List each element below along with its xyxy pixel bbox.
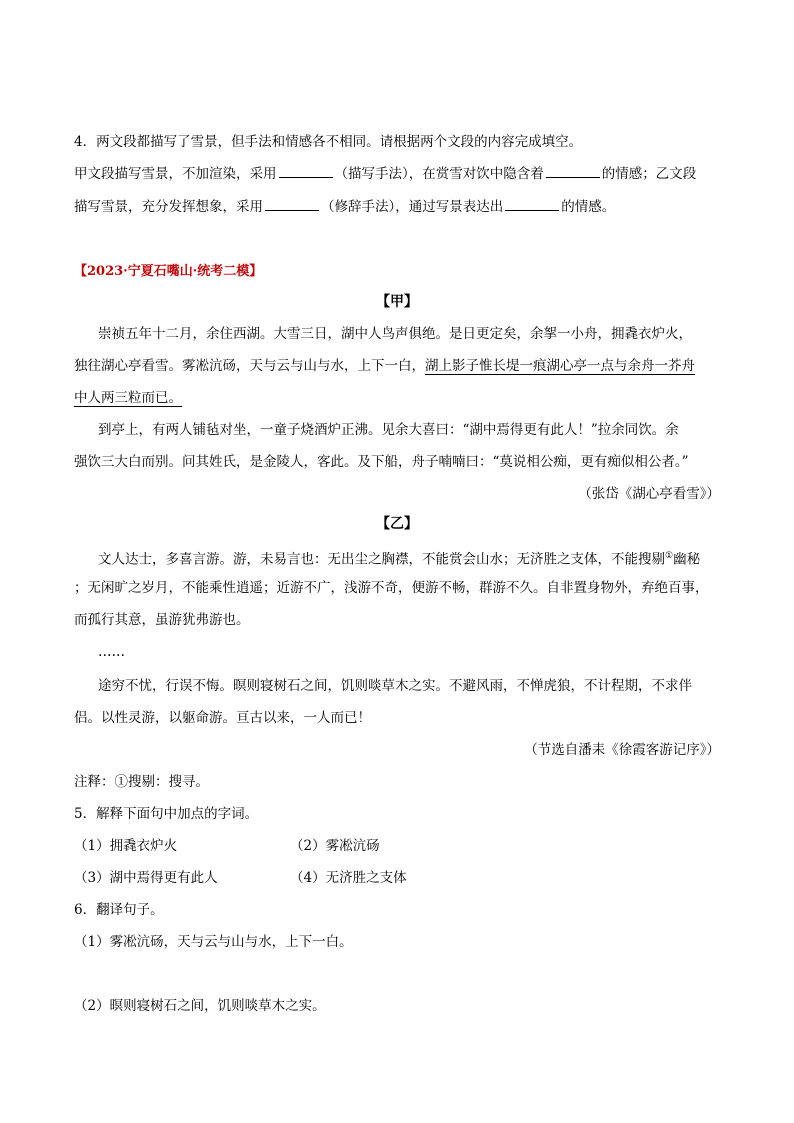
underlined-sentence: 湖上影子惟长堤一痕湖心亭一点与余舟一芥舟	[425, 358, 695, 374]
yi-p1-line1: 文人达士，多喜言游。游，未易言也：无出尘之胸襟，不能赏会山水；无济胜之支体，不能搜剔①幽秘	[98, 551, 701, 568]
q5-prompt: 5．解释下面句中加点的字词。	[74, 806, 259, 822]
yi-ellipsis: ……	[98, 644, 125, 660]
yi-p2-line2: 侣。以性灵游，以躯命游。亘古以来，一人而已！	[74, 710, 371, 726]
footnote: 注释：①搜剔：搜寻。	[74, 774, 209, 790]
passage-yi-heading: 【乙】	[376, 516, 418, 532]
q5-item-3: （3）湖中焉得更有此人	[74, 870, 218, 886]
q6-prompt: 6．翻译句子。	[74, 902, 164, 918]
yi-p1-line3: 而孤行其意，虽游犹弗游也。	[74, 612, 250, 628]
q4-fill-line-2: 描写雪景，充分发挥想象，采用 （修辞手法），通过写景表达出 的情感。	[74, 199, 616, 215]
footnote-marker: ①	[665, 551, 674, 561]
jia-p2-line2: 强饮三大白而别。问其姓氏，是金陵人，客此。及下船，舟子喃喃曰：“莫说相公痴，更有痴似相公者。”	[74, 454, 689, 470]
answer-blank-3[interactable]	[265, 198, 319, 211]
q6-item-2: （2）暝则寝树石之间，饥则啖草木之实。	[74, 998, 326, 1014]
answer-blank-2[interactable]	[546, 165, 600, 178]
q4-fill-line-1: 甲文段描写雪景，不加渲染，采用 （描写手法），在赏雪对饮中隐含着 的情感；乙文段	[74, 166, 697, 182]
q5-item-2: （2）雾凇沆砀	[290, 838, 380, 854]
q5-item-4: （4）无济胜之支体	[290, 870, 407, 886]
answer-blank-1[interactable]	[279, 165, 333, 178]
answer-blank-4[interactable]	[505, 198, 559, 211]
jia-attribution: （张岱《湖心亭看雪》）	[578, 486, 720, 502]
q6-item-1: （1）雾凇沆砀，天与云与山与水，上下一白。	[74, 934, 353, 950]
jia-p2-line1: 到亭上，有两人铺毡对坐，一童子烧酒炉正沸。见余大喜曰：“湖中焉得更有此人！”拉余同饮。余	[98, 422, 679, 438]
yi-attribution: （节选自潘耒《徐霞客游记序》）	[524, 742, 720, 758]
q5-item-1: （1）拥毳衣炉火	[74, 838, 178, 854]
q4-prompt: 4．两文段都描写了雪景，但手法和情感各不相同。请根据两个文段的内容完成填空。	[74, 134, 583, 150]
jia-p1-line3: 中人两三粒而已。	[74, 390, 182, 406]
source-tag: 【2023·宁夏石嘴山·统考二模】	[74, 264, 263, 279]
jia-p1-line2: 独往湖心亭看雪。雾凇沆砀，天与云与山与水，上下一白，湖上影子惟长堤一痕湖心亭一点与余舟一芥舟	[74, 358, 695, 374]
yi-p1-line2: ；无闲旷之岁月，不能乘性逍遥；近游不广，浅游不奇，便游不畅，群游不久。自非置身物外，弃绝百事，	[74, 580, 709, 596]
passage-jia-heading: 【甲】	[376, 294, 418, 310]
jia-p1-line1: 崇祯五年十二月，余住西湖。大雪三日，湖中人鸟声俱绝。是日更定矣，余挐一小舟，拥毳衣炉火，	[98, 326, 692, 342]
yi-p2-line1: 途穷不忧，行误不悔。暝则寝树石之间，饥则啖草木之实。不避风雨，不惮虎狼，不计程期，不求伴	[98, 678, 692, 694]
